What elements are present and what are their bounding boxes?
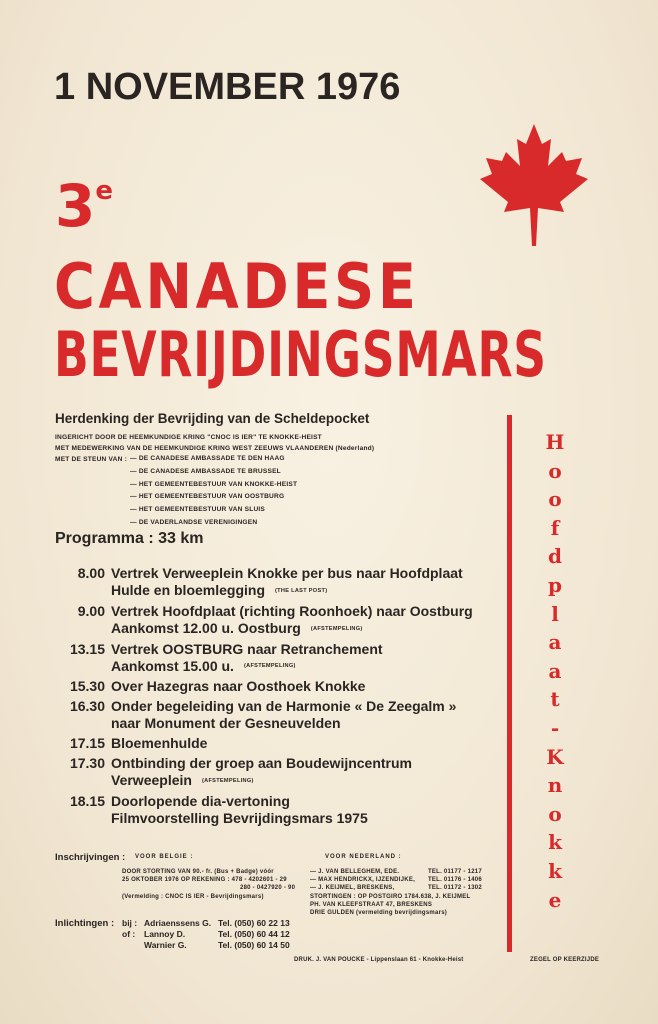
- schedule-desc: Verweeplein: [111, 772, 192, 789]
- schedule-row: [55, 793, 505, 827]
- belgie-line: 25 OKTOBER 1976 OP REKENING : 478 - 4202601 - 29: [122, 877, 287, 883]
- schedule-time: 8.00: [77, 565, 105, 581]
- schedule-row: [55, 698, 505, 732]
- route-letter: o: [548, 487, 562, 512]
- schedule-desc: Over Hazegras naar Oosthoek Knokke: [111, 678, 366, 695]
- schedule-desc: Vertrek Hoofdplaat (richting Roonhoek) naar Oostburg: [111, 602, 473, 619]
- maple-leaf-icon: [478, 122, 590, 246]
- route-letter: K: [546, 744, 564, 769]
- steun-item: — HET GEMEENTEBESTUUR VAN KNOKKE-HEIST: [130, 480, 298, 488]
- route-letter: p: [548, 572, 562, 597]
- schedule-row: [55, 603, 505, 638]
- subtitle: Herdenking der Bevrijding van de Scheldepocket: [55, 411, 370, 426]
- steun-list: [130, 455, 297, 532]
- steun-item: — DE CANADESE AMBASSADE TE BRUSSEL: [130, 467, 281, 475]
- schedule-row: [55, 678, 505, 695]
- schedule-row: [55, 755, 505, 790]
- schedule-desc: Aankomst 12.00 u. Oostburg: [111, 619, 301, 636]
- schedule-time: 17.15: [69, 735, 105, 752]
- schedule-desc: Hulde en bloemlegging: [111, 582, 266, 598]
- vertical-divider: [507, 415, 512, 952]
- schedule-desc: naar Monument der Gesneuvelden: [111, 715, 341, 732]
- schedule-time: 13.15: [69, 640, 105, 657]
- steun-item: — DE VADERLANDSE VERENIGINGEN: [130, 518, 258, 526]
- schedule-desc: Aankomst 15.00 u.: [111, 657, 234, 674]
- organizer-line-1: INGERICHT DOOR DE HEEMKUNDIGE KRING "CNOC IS IER" TE KNOKKE-HEIST: [55, 434, 322, 441]
- route-letter: e: [548, 887, 562, 912]
- nederland-tel: TEL. 01172 - 1302: [428, 885, 482, 891]
- route-letter: t: [550, 687, 560, 712]
- schedule-note: (THE LAST POST): [275, 587, 328, 594]
- route-letter: n: [547, 773, 563, 798]
- schedule-time: 9.00: [77, 602, 105, 619]
- schedule-row: [55, 565, 505, 600]
- schedule-desc: Vertrek OOSTBURG naar Retranchement: [111, 640, 383, 657]
- steun-item: — HET GEMEENTEBESTUUR VAN OOSTBURG: [130, 493, 285, 501]
- nederland-extra: STORTINGEN : OP POSTGIRO 1784.638, J. KEIJMEL: [310, 894, 471, 900]
- route-letter: k: [548, 858, 562, 883]
- route-letter: H: [545, 430, 565, 454]
- contact-tel: Tel. (050) 60 14 50: [218, 940, 290, 950]
- contact-tel: Tel. (050) 60 44 12: [218, 929, 290, 939]
- steun-item: — DE CANADESE AMBASSADE TE DEN HAAG: [130, 455, 285, 462]
- steun-label: MET DE STEUN VAN :: [55, 456, 127, 463]
- title-line-1: CANADESE: [54, 250, 420, 323]
- schedule-desc: Filmvoorstelling Bevrijdingsmars 1975: [111, 810, 368, 827]
- schedule-time: 16.30: [69, 698, 105, 715]
- route-letter: a: [548, 630, 562, 655]
- schedule-desc: Ontbinding der groep aan Boudewijncentrum: [111, 755, 413, 772]
- schedule-desc: Vertrek Verweeplein Knokke per bus naar Hoofdplaat: [111, 565, 463, 581]
- schedule: [55, 565, 505, 830]
- schedule-desc: Onder begeleiding van de Harmonie « De Zeegalm »: [111, 698, 457, 715]
- nederland-name: — J. KEIJMEL, BRESKENS,: [310, 885, 395, 891]
- schedule-note: (AFSTEMPELING): [201, 778, 254, 785]
- edition-number: [55, 172, 113, 240]
- inschrijvingen-label: Inschrijvingen :: [55, 852, 126, 863]
- belgie-line: 280 - 0427920 - 90: [240, 885, 296, 891]
- contact-prefix: bij :: [122, 918, 138, 928]
- route-letter: o: [548, 801, 562, 826]
- nederland-extra: DRIE GULDEN (vermelding bevrijdingsmars): [310, 910, 448, 916]
- inlichtingen-label: Inlichtingen :: [55, 918, 115, 929]
- edition-suffix: e: [95, 176, 113, 206]
- printer-credit: DRUK. J. VAN POUCKE - Lippenslaan 61 - Knokke-Heist: [294, 957, 464, 963]
- belgie-line: DOOR STORTING VAN 90.- fr. (Bus + Badge) vóór: [122, 869, 274, 875]
- contact-name: Lannoy D.: [144, 929, 186, 939]
- programma-heading: Programma : 33 km: [55, 530, 204, 547]
- title-line-2: BEVRIJDINGSMARS: [54, 318, 547, 391]
- nederland-extra: PH. VAN KLEEFSTRAAT 47, BRESKENS: [310, 902, 433, 908]
- schedule-row: [55, 735, 505, 752]
- route-letter: o: [548, 458, 562, 483]
- schedule-note: (AFSTEMPELING): [243, 663, 296, 670]
- route-letter: k: [548, 830, 562, 855]
- event-date: 1 NOVEMBER 1976: [54, 66, 401, 108]
- organizer-line-2: MET MEDEWERKING VAN DE HEEMKUNDIGE KRING WEST ZEEUWS VLAANDEREN (Nederland): [55, 445, 375, 452]
- schedule-row: [55, 641, 505, 676]
- schedule-desc: Doorlopende dia-vertoning: [111, 793, 290, 810]
- schedule-time: 18.15: [69, 793, 105, 810]
- route-letter: a: [548, 658, 562, 683]
- edition-digit: 3: [55, 172, 96, 240]
- contact-tel: Tel. (050) 60 22 13: [218, 918, 290, 928]
- nederland-name: — J. VAN BELLEGHEM, EDE.: [310, 869, 400, 875]
- route-letter: f: [550, 515, 560, 540]
- contact-name: Adriaenssens G.: [144, 918, 212, 928]
- schedule-time: 17.30: [69, 755, 105, 772]
- schedule-time: 15.30: [69, 678, 105, 695]
- steun-item: — HET GEMEENTEBESTUUR VAN SLUIS: [130, 506, 266, 514]
- nederland-heading: VOOR NEDERLAND :: [325, 854, 402, 860]
- route-letter: -: [550, 715, 560, 740]
- contact-prefix: of :: [122, 929, 136, 939]
- nederland-name: — MAX HENDRICKX, IJZENDIJKE,: [310, 877, 416, 883]
- belgie-heading: VOOR BELGIE :: [135, 854, 194, 860]
- schedule-desc: Bloemenhulde: [111, 735, 208, 752]
- vertical-route-text: [520, 428, 590, 914]
- belgie-line: (Vermelding : CNOC IS IER - Bevrijdingsmars): [122, 894, 264, 900]
- schedule-note: (AFSTEMPELING): [310, 625, 363, 632]
- route-letter: l: [551, 601, 559, 626]
- zegel-note: ZEGEL OP KEERZIJDE: [530, 957, 600, 963]
- nederland-tel: TEL. 01177 - 1217: [428, 869, 482, 875]
- contact-name: Warnier G.: [144, 940, 187, 950]
- nederland-tel: TEL. 01176 - 1406: [428, 877, 482, 883]
- route-letter: d: [548, 544, 562, 569]
